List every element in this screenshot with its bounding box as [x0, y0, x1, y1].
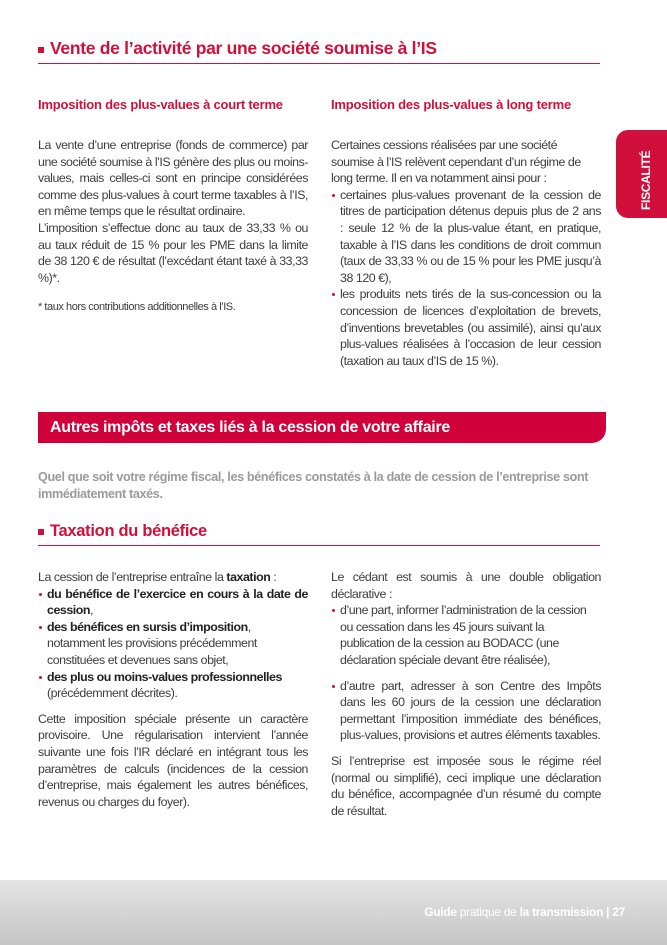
- text: taxation: [226, 570, 271, 584]
- footnote: * taux hors contributions additionnelles à l’IS.: [38, 301, 236, 314]
- list-item: [38, 669, 308, 702]
- paragraph: [38, 569, 308, 586]
- square-bullet-icon: [38, 529, 44, 535]
- text: du bénéfice de l’exercice en cours à la date de cession: [47, 586, 308, 618]
- section-banner: Autres impôts et taxes liés à la cession de votre affaire: [38, 412, 606, 443]
- list-item: certaines plus-values provenant de la cession de titres de participation détenus depuis plus de 2 ans : seule 12 % de la plus-value étant, en pratique, taxable à l’IS dans les conditions de droit commun (taux de 33,33 % ou de 15 % pour les PME jusqu’à 38 120 €),: [331, 187, 601, 287]
- text: Guide: [424, 905, 457, 919]
- list-item: [38, 586, 308, 619]
- subheading-court-terme: Imposition des plus-values à court terme: [38, 97, 283, 112]
- text: |: [603, 905, 613, 919]
- text: ,: [90, 603, 93, 618]
- paragraph: Le cédant est soumis à une double obligation déclarative :: [331, 570, 601, 601]
- section-title-text: Taxation du bénéfice: [50, 522, 207, 540]
- taxation-left-text: [38, 569, 308, 810]
- long-terme-text: [331, 137, 601, 369]
- text: des bénéfices en sursis d’imposition: [47, 619, 248, 634]
- section-title-vente: [38, 38, 600, 64]
- text: pratique de: [456, 905, 520, 919]
- side-tab-label: FISCALITÉ: [639, 150, 653, 210]
- court-terme-text: [38, 137, 308, 316]
- footer-text: [424, 905, 625, 919]
- list-item: les produits nets tirés de la sus-concession ou la concession de licences d’exploitation de brevets, d’inventions brevetables (ou assimilé), ainsi qu’aux plus-values réalisées à l’occasion de leur cession (taxation au taux d’IS de 15 %).: [331, 286, 601, 369]
- paragraph: Si l’entreprise est imposée sous le régime réel (normal ou simplifié), ceci implique une déclaration du bénéfice, accompagnée d’un résumé du compte de résultat.: [331, 753, 601, 818]
- taxation-right-text: [331, 569, 601, 819]
- list-item: d’une part, informer l’administration de la cession ou cessation dans les 45 jours suivant la publication de la cession au BODACC (une déclaration spéciale devant être réalisée),: [331, 602, 601, 668]
- page-footer: [0, 880, 667, 945]
- section-title-text: Vente de l’activité par une société soumise à l’IS: [50, 38, 437, 58]
- paragraph: Certaines cessions réalisées par une société soumise à l’IS relèvent cependant d’un régime de long terme. Il en va notamment ainsi pour :: [331, 138, 581, 186]
- side-tab-fiscalite[interactable]: [616, 130, 667, 218]
- text: :: [270, 570, 277, 584]
- list-item: d’autre part, adresser à son Centre des Impôts dans les 60 jours de la cession une déclaration permettant l’imposition immédiate des bénéfices, plus-values, provisions et autres éléments taxables.: [331, 678, 601, 744]
- paragraph: La vente d’une entreprise (fonds de commerce) par une société soumise à l’IS génère des plus ou moins-values, mais celles-ci sont en principe considérées comme des plus-values à court terme taxables à l’IS, en même temps que le résultat ordinaire.: [38, 138, 309, 219]
- text: (précédemment décrites).: [47, 686, 178, 701]
- text: la transmission: [519, 905, 604, 919]
- square-bullet-icon: [38, 47, 44, 53]
- paragraph: Cette imposition spéciale présente un caractère provisoire. Une régularisation intervient l’année suivante une fois l’IR déclaré en intégrant tous les paramètres de calculs (incidences de la cession d’entreprise, mais également les autres bénéfices, revenus ou charges du foyer).: [38, 711, 308, 809]
- list-item: [38, 619, 308, 669]
- paragraph: L’imposition s’effectue donc au taux de 33,33 % ou au taux réduit de 15 % pour les PME dans la limite de 38 120 € de résultat (l’excédant étant taxé à 33,33 %)*.: [38, 220, 308, 285]
- intro-text: Quel que soit votre régime fiscal, les bénéfices constatés à la date de cession de l’entreprise sont immédiatement taxés.: [38, 470, 589, 501]
- page-number: 27: [612, 905, 625, 919]
- text: , notamment les provisions précédemment constituées et devenues sans objet,: [47, 619, 257, 667]
- subheading-long-terme: Imposition des plus-values à long terme: [331, 97, 571, 112]
- section-title-taxation: [38, 522, 600, 546]
- text: des plus ou moins-values professionnelles: [47, 669, 282, 684]
- text: La cession de l’entreprise entraîne la: [38, 570, 227, 584]
